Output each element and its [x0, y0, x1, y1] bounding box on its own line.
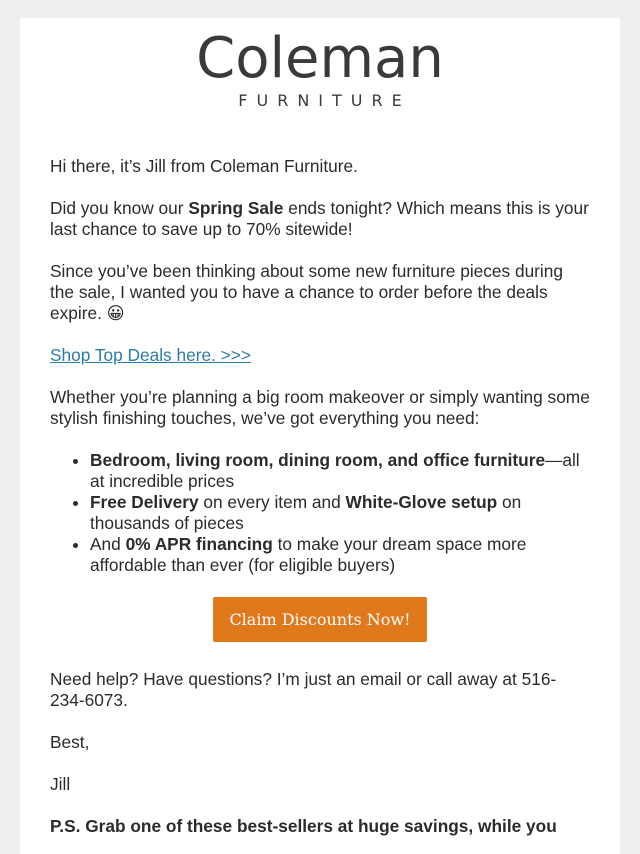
reason-paragraph: Since you’ve been thinking about some new furniture pieces during the sale, I wanted you to have a chance to order before the deals expire. 😀 [50, 261, 563, 323]
brand-sub: FURNITURE [238, 91, 411, 110]
list-item: • And 0% APR financing to make your dream space more affordable than ever (for eligible buyers) [90, 534, 590, 576]
list-item: • Free Delivery on every item and White-Glove setup on thousands of pieces [90, 492, 590, 534]
brand-logo[interactable] [20, 26, 620, 110]
ps-paragraph: P.S. Grab one of these best-sellers at huge savings, while you [50, 816, 557, 836]
email-card [20, 18, 620, 854]
features-list [50, 450, 590, 576]
sale-paragraph: Did you know our Spring Sale ends tonight? Which means this is your last chance to save up to 70% sitewide! [50, 198, 589, 239]
email-body [50, 156, 590, 854]
intro-paragraph: Whether you’re planning a big room makeover or simply wanting some stylish finishing touches, we’ve got everything you need: [50, 387, 590, 428]
greeting-text: Hi there, it’s Jill from Coleman Furniture. [50, 156, 358, 176]
help-paragraph: Need help? Have questions? I’m just an email or call away at 516-234-6073. [50, 669, 557, 710]
shop-deals-link[interactable]: Shop Top Deals here. >>> [50, 345, 251, 365]
list-item: • Bedroom, living room, dining room, and office furniture—all at incredible prices [90, 450, 590, 492]
cta-container [50, 597, 590, 642]
shop-link-paragraph [50, 345, 590, 366]
sale-name: Spring Sale [188, 198, 284, 218]
signoff-text: Best, [50, 732, 90, 752]
brand-name: Coleman [196, 26, 444, 91]
signature-text: Jill [50, 774, 71, 794]
claim-discounts-button[interactable]: Claim Discounts Now! [213, 597, 426, 642]
